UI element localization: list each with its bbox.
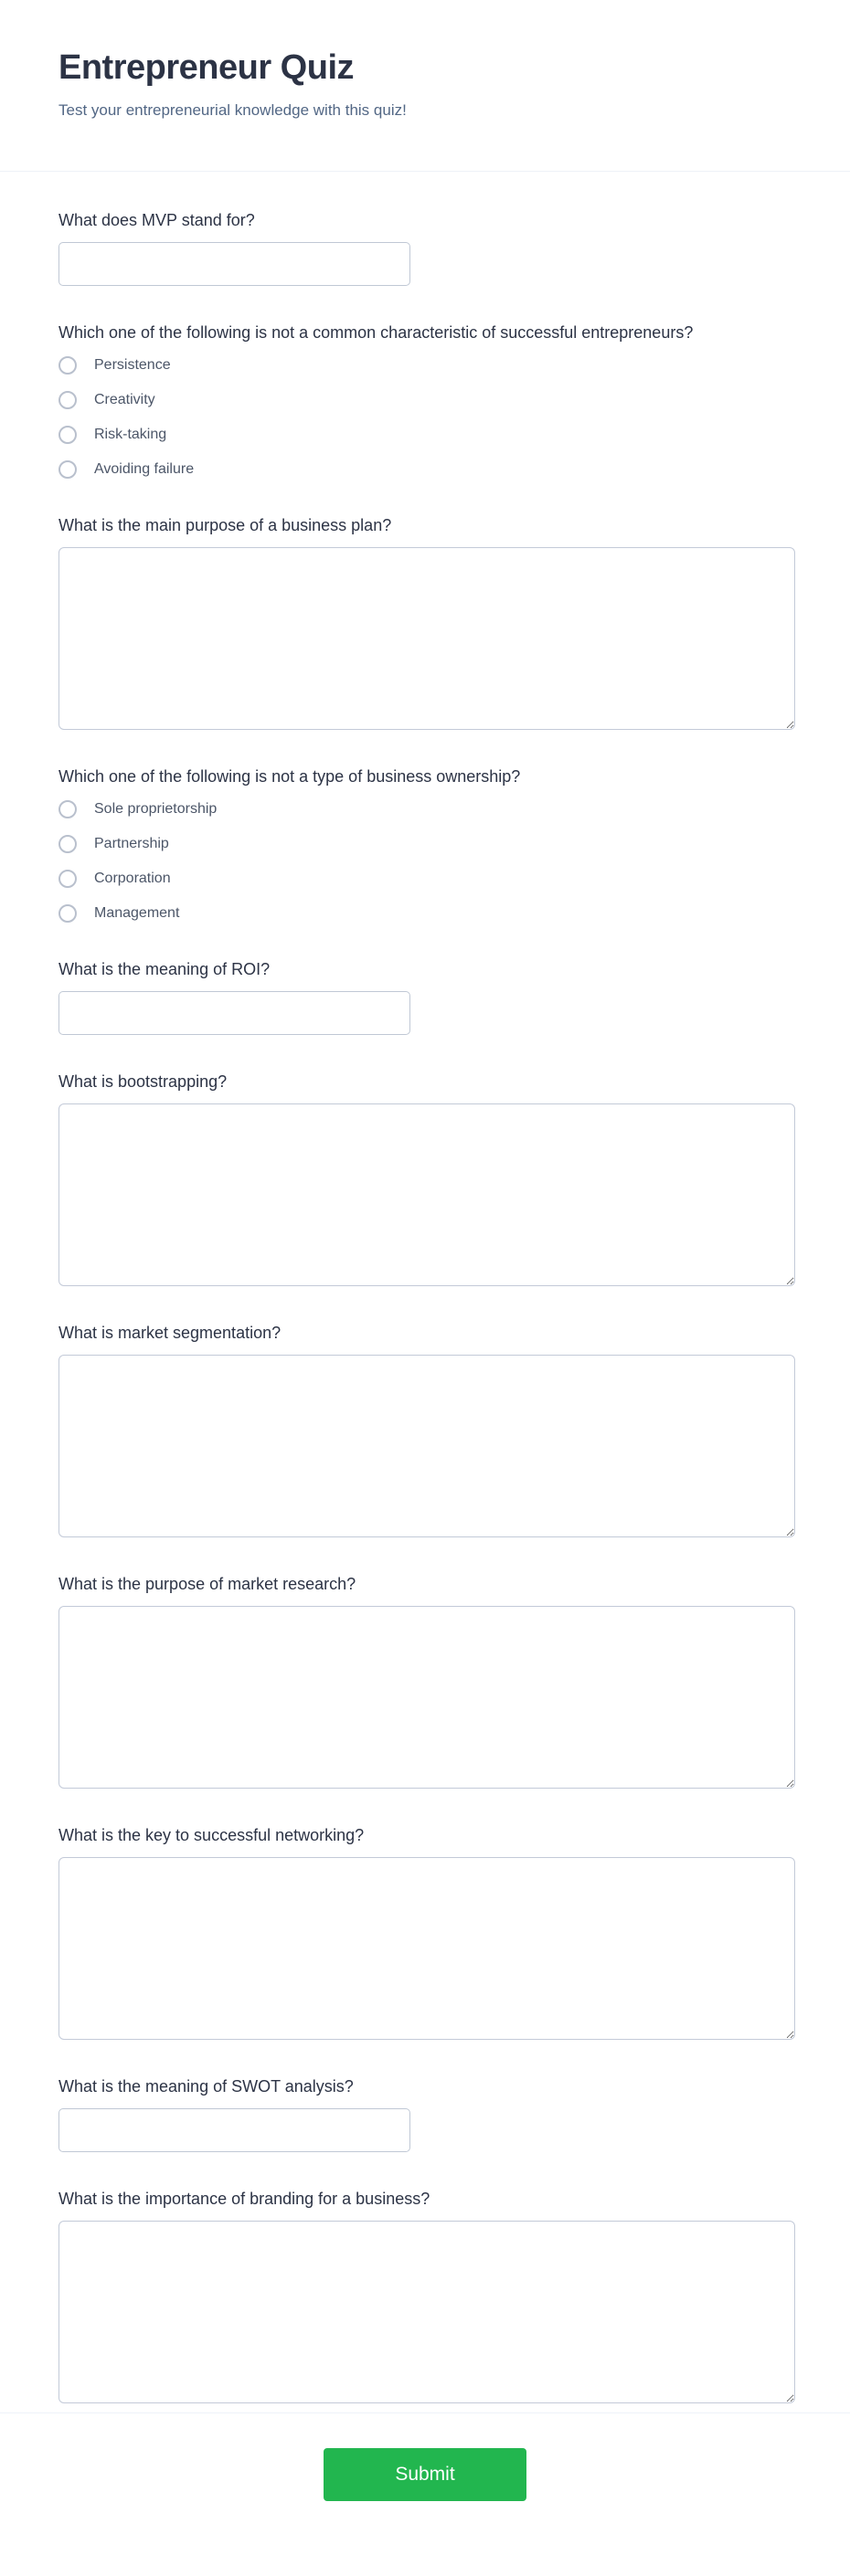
radio-option-label: Management xyxy=(94,905,180,921)
radio-option-label: Risk-taking xyxy=(94,427,167,442)
question-block xyxy=(58,1823,795,2040)
question-label: What is the meaning of ROI? xyxy=(58,960,271,978)
text-answer-input[interactable] xyxy=(58,991,410,1035)
question-block xyxy=(58,1321,795,1537)
question-label: What is bootstrapping? xyxy=(58,1072,228,1091)
question-block xyxy=(58,1070,795,1286)
textarea-answer-input[interactable] xyxy=(58,1103,795,1286)
question-block xyxy=(58,1572,795,1789)
text-answer-input[interactable] xyxy=(58,2108,410,2152)
radio-button-icon[interactable] xyxy=(58,800,77,818)
radio-option-group xyxy=(58,800,795,923)
radio-button-icon[interactable] xyxy=(58,391,77,409)
question-block xyxy=(58,513,795,730)
questions-section xyxy=(0,172,850,2413)
textarea-answer-input[interactable] xyxy=(58,547,795,730)
radio-option[interactable] xyxy=(58,391,795,409)
radio-option-group xyxy=(58,356,795,479)
radio-option-label: Avoiding failure xyxy=(94,461,195,477)
question-block xyxy=(58,208,795,286)
textarea-answer-input[interactable] xyxy=(58,1355,795,1537)
radio-button-icon[interactable] xyxy=(58,870,77,888)
radio-option[interactable] xyxy=(58,356,795,375)
question-block xyxy=(58,2187,795,2403)
radio-option[interactable] xyxy=(58,800,795,818)
submit-button[interactable]: Submit xyxy=(324,2448,526,2501)
radio-button-icon[interactable] xyxy=(58,835,77,853)
question-label: What is the purpose of market research? xyxy=(58,1575,356,1593)
radio-option[interactable] xyxy=(58,904,795,923)
form-footer xyxy=(0,2413,850,2547)
radio-option-label: Creativity xyxy=(94,392,155,407)
radio-option[interactable] xyxy=(58,835,795,853)
radio-option-label: Partnership xyxy=(94,836,169,851)
radio-button-icon[interactable] xyxy=(58,460,77,479)
question-label: What does MVP stand for? xyxy=(58,211,255,229)
textarea-answer-input[interactable] xyxy=(58,2221,795,2403)
question-label: Which one of the following is not a type of business ownership? xyxy=(58,767,521,786)
form-header xyxy=(0,0,850,172)
question-label: What is the key to successful networking? xyxy=(58,1826,365,1844)
radio-option[interactable] xyxy=(58,426,795,444)
form-subtitle: Test your entrepreneurial knowledge with this quiz! xyxy=(58,101,407,119)
textarea-answer-input[interactable] xyxy=(58,1857,795,2040)
question-label: What is the importance of branding for a business? xyxy=(58,2190,430,2208)
form-title: Entrepreneur Quiz xyxy=(58,48,354,87)
question-block xyxy=(58,957,795,1035)
radio-option[interactable] xyxy=(58,460,795,479)
radio-option-label: Corporation xyxy=(94,871,171,886)
question-label: What is the main purpose of a business plan? xyxy=(58,516,392,534)
radio-button-icon[interactable] xyxy=(58,356,77,375)
textarea-answer-input[interactable] xyxy=(58,1606,795,1789)
question-label: What is the meaning of SWOT analysis? xyxy=(58,2077,354,2096)
radio-option[interactable] xyxy=(58,870,795,888)
question-block xyxy=(58,765,795,923)
question-block xyxy=(58,2075,795,2152)
radio-button-icon[interactable] xyxy=(58,904,77,923)
radio-button-icon[interactable] xyxy=(58,426,77,444)
question-block xyxy=(58,321,795,479)
radio-option-label: Persistence xyxy=(94,357,171,373)
question-label: What is market segmentation? xyxy=(58,1324,282,1342)
radio-option-label: Sole proprietorship xyxy=(94,801,218,817)
text-answer-input[interactable] xyxy=(58,242,410,286)
question-label: Which one of the following is not a common characteristic of successful entrepreneurs? xyxy=(58,323,694,342)
